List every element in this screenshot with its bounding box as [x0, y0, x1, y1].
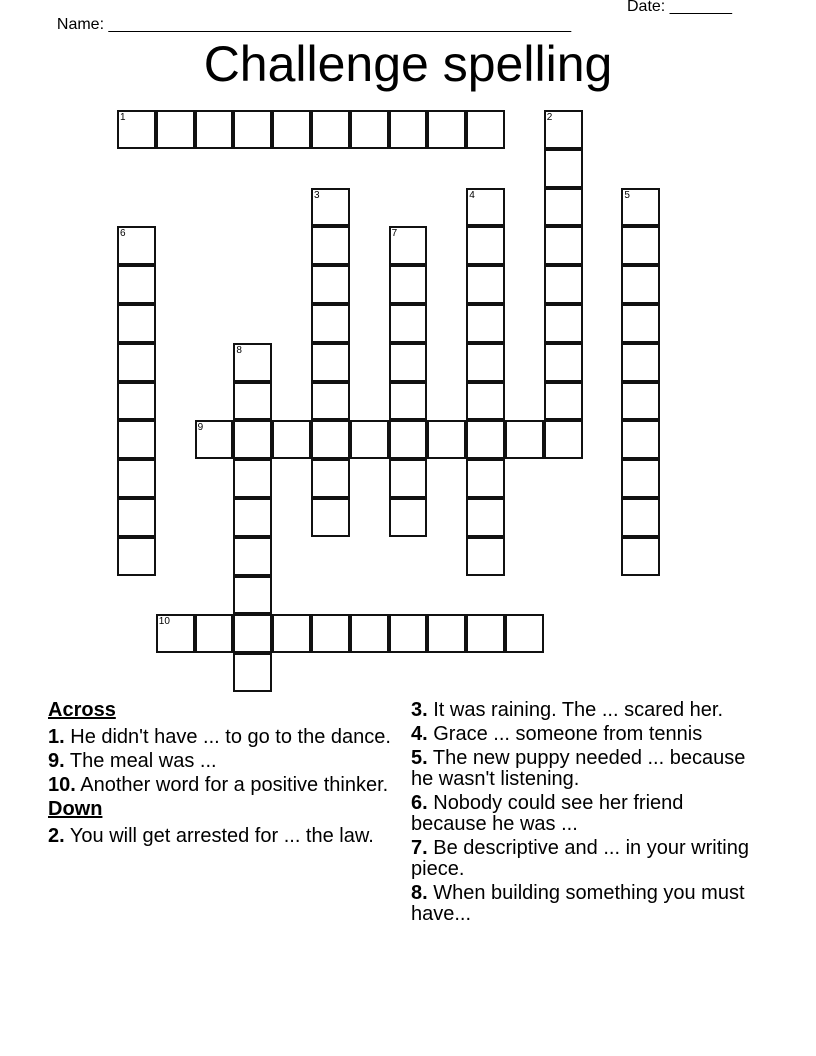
clue-down-5: [411, 748, 756, 790]
crossword-cell[interactable]: [350, 420, 389, 459]
crossword-cell[interactable]: [311, 343, 350, 382]
crossword-cell[interactable]: [389, 265, 428, 304]
crossword-cell[interactable]: [389, 498, 428, 537]
clue-down-3: [411, 700, 756, 721]
clue-text: Another word for a positive thinker.: [75, 774, 389, 796]
clue-number: 9.: [48, 750, 65, 772]
crossword-cell[interactable]: [311, 110, 350, 149]
crossword-cell[interactable]: [621, 304, 660, 343]
down-heading: Down: [48, 798, 103, 820]
clue-text: When building something you must have...: [411, 882, 745, 925]
across-heading: Across: [48, 699, 116, 721]
crossword-cell[interactable]: [272, 420, 311, 459]
crossword-cell[interactable]: [311, 459, 350, 498]
page-title: Challenge spelling: [203, 36, 613, 92]
clue-text: Grace ... someone from tennis: [427, 723, 703, 745]
clue-number-label: 10: [158, 616, 170, 628]
crossword-cell[interactable]: [466, 343, 505, 382]
clue-down-2: [48, 826, 393, 847]
crossword-cell[interactable]: [389, 420, 428, 459]
crossword-cell[interactable]: [466, 110, 505, 149]
crossword-cell[interactable]: [389, 382, 428, 421]
crossword-cell[interactable]: [466, 459, 505, 498]
clue-number: 6.: [411, 792, 428, 814]
clue-number: 3.: [411, 699, 428, 721]
crossword-cell[interactable]: [311, 420, 350, 459]
clues-right-column: [411, 700, 756, 928]
crossword-cell[interactable]: [544, 343, 583, 382]
clue-down-7: [411, 838, 756, 880]
crossword-cell[interactable]: [389, 343, 428, 382]
crossword-cell[interactable]: [389, 110, 428, 149]
crossword-cell[interactable]: [544, 110, 583, 149]
clue-number-label: 3: [314, 189, 320, 201]
clue-text: It was raining. The ... scared her.: [427, 699, 724, 721]
crossword-cell[interactable]: [117, 498, 156, 537]
crossword-cell[interactable]: [117, 226, 156, 265]
crossword-cell[interactable]: [272, 110, 311, 149]
crossword-cell[interactable]: [311, 498, 350, 537]
clue-down-8: [411, 883, 756, 925]
crossword-cell[interactable]: [621, 188, 660, 227]
name-field-label: Name: ____________________________________________________: [56, 16, 572, 33]
crossword-cell[interactable]: [466, 537, 505, 576]
crossword-cell[interactable]: [233, 343, 272, 382]
clue-number-label: 2: [546, 112, 553, 123]
clue-text: Nobody could see her friend because he was ...: [411, 792, 684, 835]
crossword-cell[interactable]: [311, 226, 350, 265]
clue-number: 8.: [411, 882, 428, 904]
clue-down-6: [411, 793, 756, 835]
clue-number: 4.: [411, 723, 428, 745]
crossword-cell[interactable]: [350, 110, 389, 149]
crossword-cell[interactable]: [466, 382, 505, 421]
clues-left-column: [48, 700, 393, 850]
crossword-cell[interactable]: [621, 459, 660, 498]
crossword-cell[interactable]: [544, 265, 583, 304]
clue-across-10: [48, 775, 393, 796]
clue-number: 2.: [48, 825, 65, 847]
crossword-cell[interactable]: [233, 576, 272, 615]
clue-text: The new puppy needed ... because he wasn't listening.: [411, 747, 746, 790]
clue-number: 1.: [48, 726, 65, 748]
clue-number: 5.: [411, 747, 428, 769]
crossword-cell[interactable]: [233, 382, 272, 421]
crossword-cell[interactable]: [544, 304, 583, 343]
clue-number-label: 7: [391, 228, 398, 240]
crossword-cell[interactable]: [466, 226, 505, 265]
crossword-cell[interactable]: [233, 420, 272, 459]
crossword-cell[interactable]: [195, 614, 234, 653]
crossword-cell[interactable]: [466, 498, 505, 537]
crossword-cell[interactable]: [311, 614, 350, 653]
crossword-cell[interactable]: [427, 420, 466, 459]
crossword-cell[interactable]: [389, 226, 428, 265]
crossword-cell[interactable]: [311, 304, 350, 343]
crossword-cell[interactable]: [195, 110, 234, 149]
clue-across-9: [48, 751, 393, 772]
clue-number-label: 6: [120, 228, 126, 240]
crossword-cell[interactable]: [389, 459, 428, 498]
crossword-cell[interactable]: [621, 343, 660, 382]
crossword-cell[interactable]: [117, 304, 156, 343]
crossword-cell[interactable]: [621, 226, 660, 265]
crossword-cell[interactable]: [621, 498, 660, 537]
crossword-cell[interactable]: [505, 420, 544, 459]
clue-across-1: [48, 727, 393, 748]
crossword-cell[interactable]: [117, 382, 156, 421]
crossword-cell[interactable]: [466, 265, 505, 304]
crossword-cell[interactable]: [311, 188, 350, 227]
crossword-cell[interactable]: [156, 110, 195, 149]
crossword-cell[interactable]: [621, 265, 660, 304]
clue-text: Be descriptive and ... in your writing piece.: [411, 837, 749, 880]
crossword-cell[interactable]: [466, 188, 505, 227]
crossword-cell[interactable]: [272, 614, 311, 653]
crossword-cell[interactable]: [389, 614, 428, 653]
crossword-cell[interactable]: [544, 188, 583, 227]
date-field-label: Date: _______: [627, 0, 732, 15]
crossword-cell[interactable]: [156, 614, 195, 653]
clue-number: 7.: [411, 837, 428, 859]
clue-number-label: 4: [469, 189, 475, 201]
crossword-cell[interactable]: [117, 343, 156, 382]
crossword-cell[interactable]: [233, 614, 272, 653]
crossword-cell[interactable]: [117, 110, 156, 149]
crossword-cell[interactable]: [195, 420, 234, 459]
crossword-cell[interactable]: [117, 459, 156, 498]
crossword-cell[interactable]: [505, 614, 544, 653]
crossword-cell[interactable]: [621, 420, 660, 459]
clue-down-4: [411, 724, 756, 745]
crossword-cell[interactable]: [466, 420, 505, 459]
clue-number: 10.: [48, 774, 76, 796]
crossword-cell[interactable]: [427, 110, 466, 149]
crossword-cell[interactable]: [117, 537, 156, 576]
clue-text: He didn't have ... to go to the dance.: [64, 726, 391, 748]
crossword-cell[interactable]: [621, 537, 660, 576]
crossword-cell[interactable]: [544, 226, 583, 265]
crossword-cell[interactable]: [544, 382, 583, 421]
clue-number-label: 5: [624, 189, 630, 201]
crossword-cell[interactable]: [233, 537, 272, 576]
clue-number-label: 8: [236, 344, 242, 356]
crossword-cell[interactable]: [233, 653, 272, 692]
clue-number-label: 9: [197, 422, 204, 434]
clue-text: You will get arrested for ... the law.: [64, 825, 374, 847]
crossword-cell[interactable]: [117, 265, 156, 304]
crossword-cell[interactable]: [621, 382, 660, 421]
crossword-cell[interactable]: [311, 382, 350, 421]
crossword-cell[interactable]: [233, 459, 272, 498]
crossword-cell[interactable]: [350, 614, 389, 653]
crossword-cell[interactable]: [389, 304, 428, 343]
crossword-cell[interactable]: [427, 614, 466, 653]
crossword-cell[interactable]: [311, 265, 350, 304]
crossword-cell[interactable]: [544, 149, 583, 188]
crossword-cell[interactable]: [117, 420, 156, 459]
crossword-cell[interactable]: [233, 498, 272, 537]
clue-text: The meal was ...: [64, 750, 217, 772]
crossword-cell[interactable]: [466, 614, 505, 653]
crossword-cell[interactable]: [233, 110, 272, 149]
crossword-cell[interactable]: [544, 420, 583, 459]
clue-number-label: 1: [120, 112, 126, 123]
crossword-cell[interactable]: [466, 304, 505, 343]
